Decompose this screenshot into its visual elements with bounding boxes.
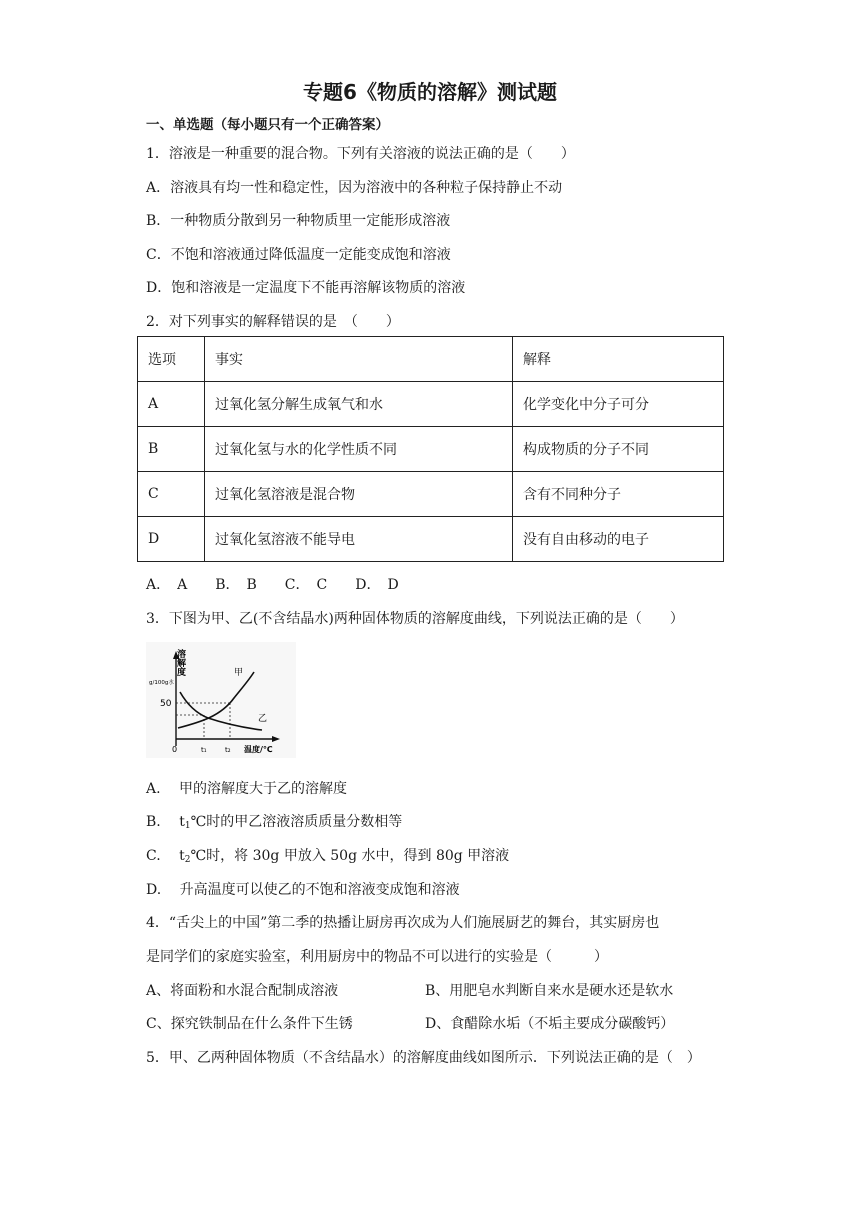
q1-option-b: B．一种物质分散到另一种物质里一定能形成溶液: [146, 213, 451, 229]
q4-option-d: D、食醋除水垢（不垢主要成分碳酸钙）: [425, 1016, 675, 1032]
q3-option-b-prefix: B. t: [146, 814, 185, 830]
q4-option-a: A、将面粉和水混合配制成溶液: [146, 983, 339, 999]
q1-option-d: D．饱和溶液是一定温度下不能再溶解该物质的溶液: [146, 280, 466, 296]
table-header-cell: 选项: [138, 337, 205, 382]
y-axis-label: 溶解度: [158, 649, 185, 659]
section-heading: 一、单选题（每小题只有一个正确答案）: [146, 117, 389, 133]
table-cell: 过氧化氢与水的化学性质不同: [205, 427, 513, 472]
solubility-curve-figure: [146, 642, 296, 758]
table-cell: 构成物质的分子不同: [513, 427, 724, 472]
table-cell: 没有自由移动的电子: [513, 517, 724, 562]
q3-option-c-subscript: 2: [184, 855, 191, 865]
document-title: 专题6《物质的溶解》测试题: [303, 80, 557, 104]
table-cell: B: [138, 427, 205, 472]
q1-option-a: A．溶液具有均一性和稳定性，因为溶液中的各种粒子保持静止不动: [146, 180, 563, 196]
q3-option-d: D. 升高温度可以使乙的不饱和溶液变成饱和溶液: [146, 882, 460, 898]
q3-option-a: A. 甲的溶解度大于乙的溶解度: [146, 781, 348, 797]
q5-stem: 5．甲、乙两种固体物质（不含结晶水）的溶解度曲线如图所示．下列说法正确的是（ ）: [146, 1050, 701, 1066]
table-header-row: [138, 337, 724, 382]
q4-stem-line1: 4．“舌尖上的中国”第二季的热播让厨房再次成为人们施展厨艺的舞台，其实厨房也: [146, 915, 660, 931]
t2-tick: t₂: [225, 746, 231, 754]
q3-option-b: [146, 811, 402, 831]
facts-table: [137, 336, 724, 562]
q4-stem-line2: 是同学们的家庭实验室，利用厨房中的物品不可以进行的实验是（ ）: [146, 949, 608, 965]
q1-option-c: C．不饱和溶液通过降低温度一定能变成饱和溶液: [146, 247, 451, 263]
series-jia-label: 甲: [234, 668, 244, 678]
table-cell: A: [138, 382, 205, 427]
x-axis-label: 温度/℃: [244, 745, 273, 754]
table-row: [138, 427, 724, 472]
table-row: [138, 382, 724, 427]
q2-stem: 2．对下列事实的解释错误的是 （ ）: [146, 314, 400, 330]
table-header-cell: 事实: [205, 337, 513, 382]
y-unit-label: g/100g水: [149, 680, 174, 686]
q1-stem: 1．溶液是一种重要的混合物。下列有关溶液的说法正确的是（ ）: [146, 146, 575, 162]
q2-options: A． A B． B C． C D． D: [146, 577, 399, 593]
q4-option-c: C、探究铁制品在什么条件下生锈: [146, 1016, 353, 1032]
table-cell: 过氧化氢溶液不能导电: [205, 517, 513, 562]
table-row: [138, 517, 724, 562]
q4-option-b: B、用肥皂水判断自来水是硬水还是软水: [425, 983, 674, 999]
q3-option-b-text: ℃时的甲乙溶液溶质质量分数相等: [190, 814, 403, 830]
table-cell: 过氧化氢溶液是混合物: [205, 472, 513, 517]
series-yi-label: 乙: [258, 714, 268, 724]
q3-option-b-subscript: 1: [184, 821, 191, 831]
t1-tick: t₁: [201, 746, 207, 754]
table-header-cell: 解释: [513, 337, 724, 382]
y-tick-50: 50: [160, 699, 172, 709]
q3-option-c-prefix: C. t: [146, 848, 185, 864]
table-cell: 过氧化氢分解生成氧气和水: [205, 382, 513, 427]
origin-label: 0: [172, 745, 178, 754]
table-cell: 含有不同种分子: [513, 472, 724, 517]
q3-option-c: [146, 845, 509, 865]
q3-option-c-text: ℃时，将 30g 甲放入 50g 水中，得到 80g 甲溶液: [190, 848, 510, 864]
table-cell: 化学变化中分子可分: [513, 382, 724, 427]
table-cell: D: [138, 517, 205, 562]
table-row: [138, 472, 724, 517]
table-cell: C: [138, 472, 205, 517]
q3-stem: 3．下图为甲、乙(不含结晶水)两种固体物质的溶解度曲线，下列说法正确的是（ ）: [146, 611, 684, 627]
